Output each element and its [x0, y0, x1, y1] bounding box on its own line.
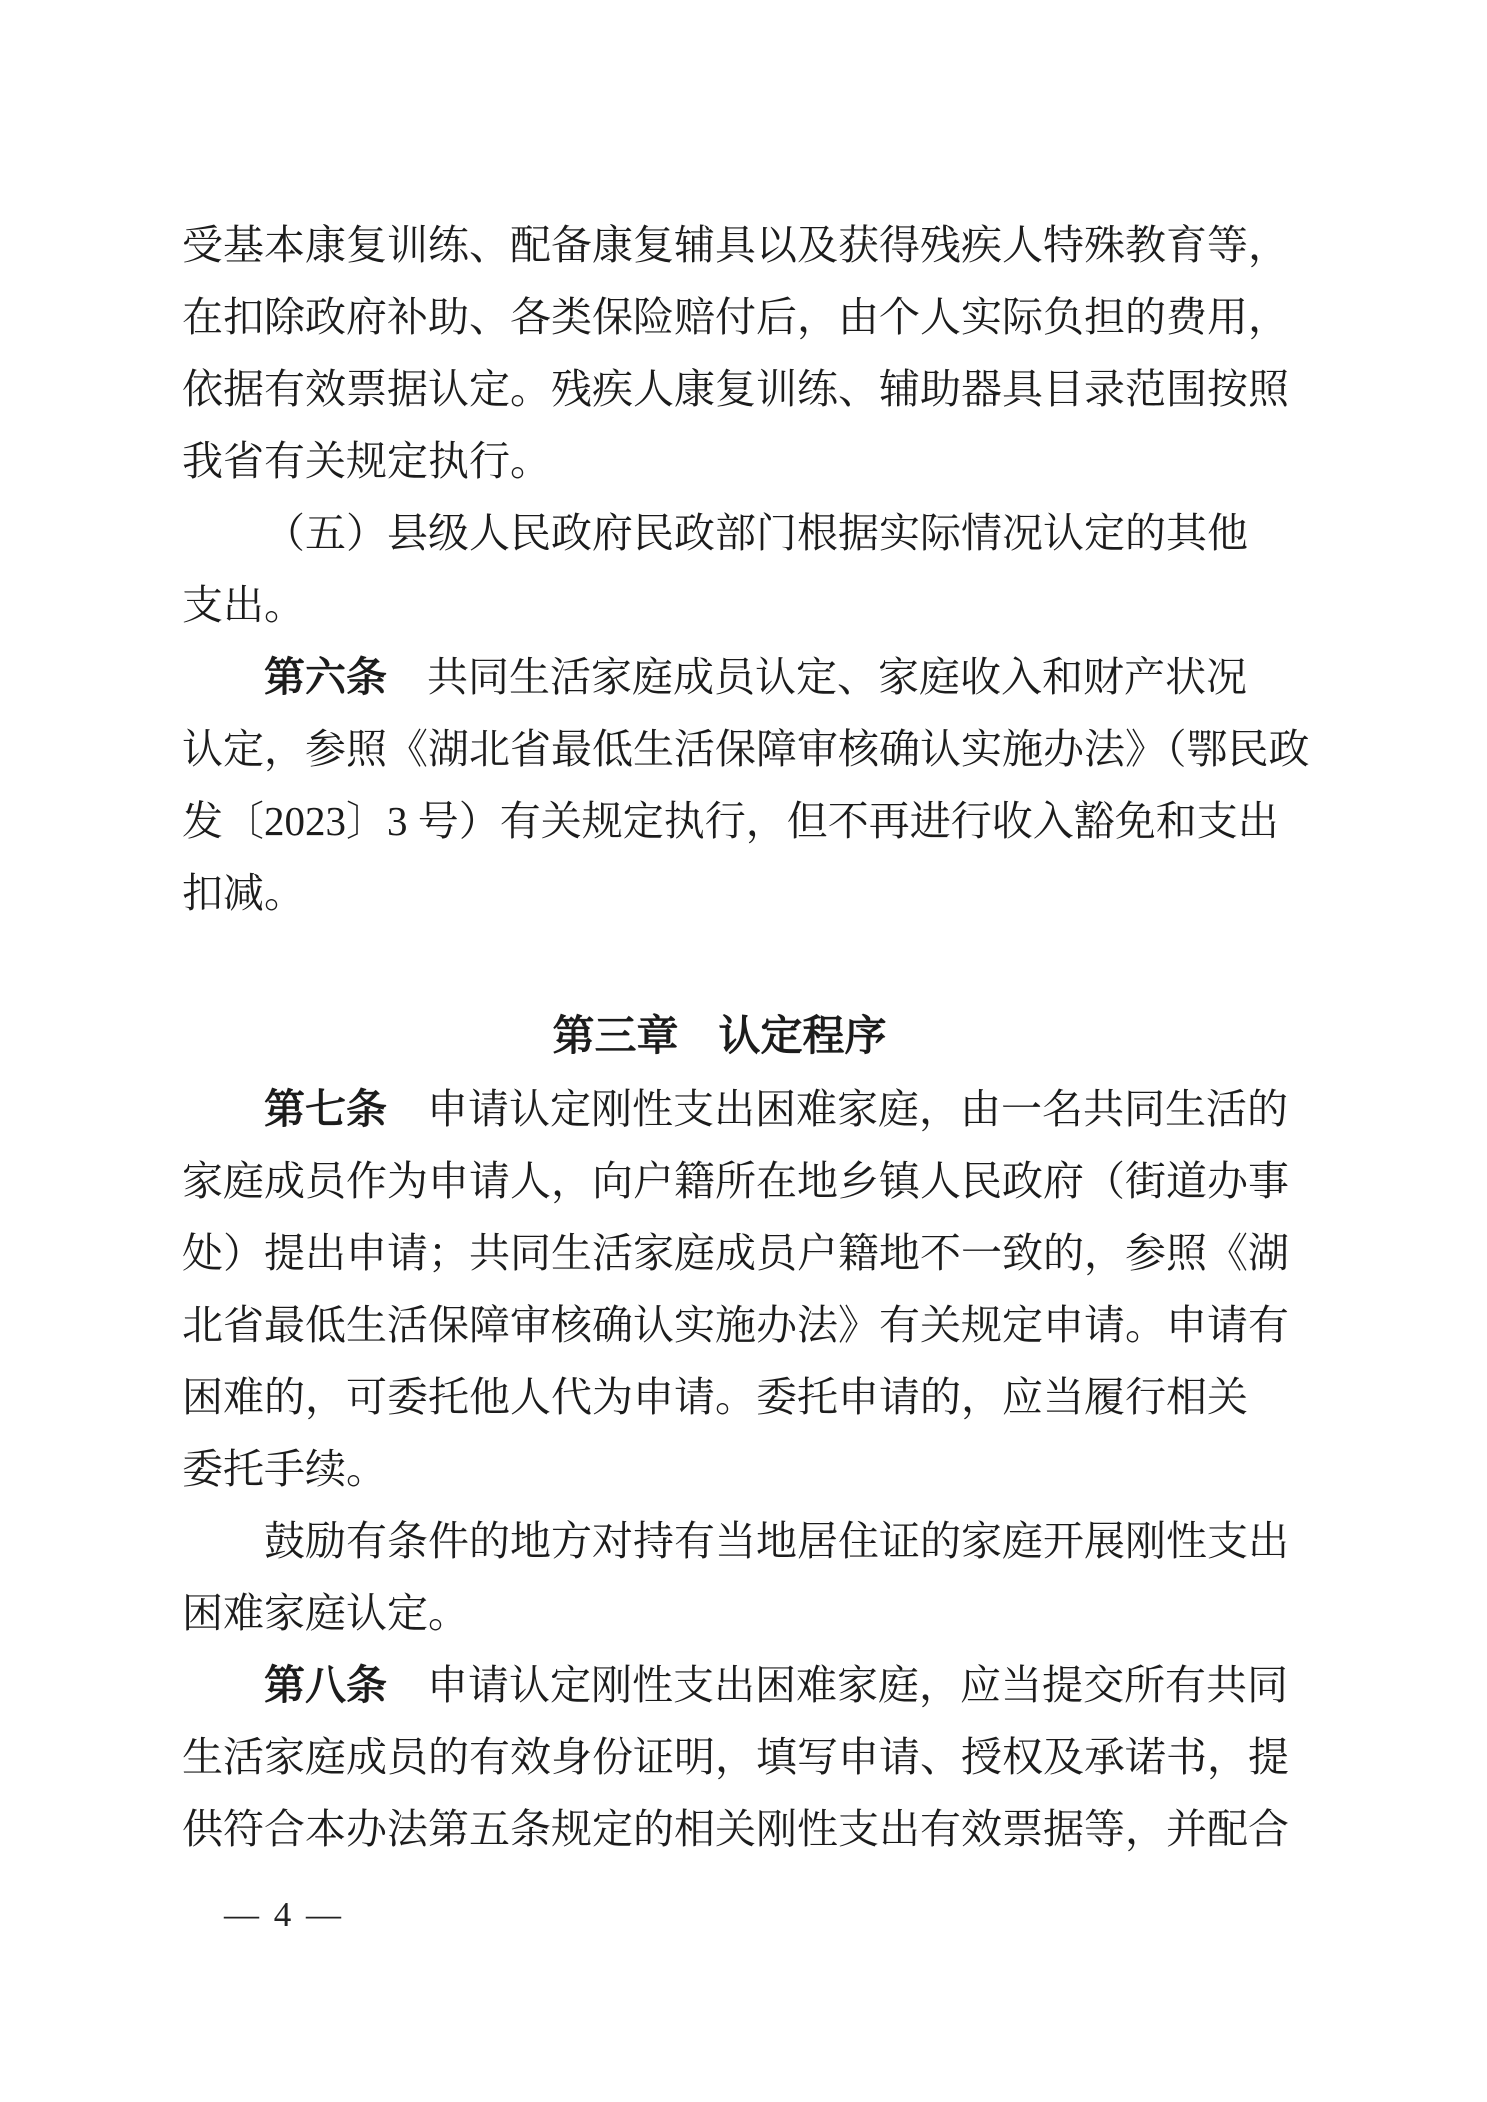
page-number-footer: — 4 — — [224, 1895, 344, 1934]
paragraph-spacer — [182, 929, 1257, 1001]
text-run: 受基本康复训练、配备康复辅具以及获得残疾人特殊教育等， — [182, 222, 1289, 268]
text-run: 扣减。 — [182, 870, 305, 916]
text-line — [182, 713, 1310, 785]
bold-run: 认定程序 — [718, 1014, 887, 1060]
text-run: 供符合本办法第五条规定的相关刚性支出有效票据等，并配合 — [182, 1806, 1289, 1852]
text-run: 依据有效票据认定。残疾人康复训练、辅助器具目录范围按照 — [182, 366, 1289, 412]
text-run: 北省最低生活保障审核确认实施办法》有关规定申请。申请有 — [182, 1302, 1289, 1348]
text-line — [182, 1145, 1289, 1217]
document-body — [182, 209, 1310, 1865]
text-run: 困难家庭认定。 — [182, 1590, 469, 1636]
text-run: 委托手续。 — [182, 1446, 387, 1492]
text-run: 处）提出申请；共同生活家庭成员户籍地不一致的，参照《湖 — [182, 1230, 1289, 1276]
text-line — [182, 1289, 1289, 1361]
text-run: 生活家庭成员的有效身份证明，填写申请、授权及承诺书，提 — [182, 1734, 1289, 1780]
text-run: 鼓励有条件的地方对持有当地居住证的家庭开展刚性支出 — [264, 1518, 1289, 1564]
chapter-heading — [182, 1001, 1257, 1073]
text-line — [182, 785, 1279, 857]
text-run: （五）县级人民政府民政部门根据实际情况认定的其他 — [264, 510, 1248, 556]
text-line — [182, 425, 1257, 497]
text-line — [182, 1361, 1257, 1433]
text-line — [182, 1649, 1288, 1721]
text-run: 困难的，可委托他人代为申请。委托申请的，应当履行相关 — [182, 1374, 1248, 1420]
bold-run: 第八条 — [264, 1662, 387, 1708]
text-run: 家庭成员作为申请人，向户籍所在地乡镇人民政府（街道办事 — [182, 1158, 1289, 1204]
bold-run: 第七条 — [264, 1086, 387, 1132]
text-line — [182, 1793, 1289, 1865]
text-line — [182, 1721, 1289, 1793]
text-run: 申请认定刚性支出困难家庭，由一名共同生活的 — [427, 1086, 1288, 1132]
text-line — [182, 569, 1257, 641]
text-run: 支出。 — [182, 582, 305, 628]
text-line — [182, 1505, 1289, 1577]
text-line — [182, 497, 1257, 569]
text-run: 发〔2023〕3 号）有关规定执行，但不再进行收入豁免和支出 — [182, 798, 1279, 844]
bold-run: 第三章 — [552, 1014, 679, 1060]
text-run: 我省有关规定执行。 — [182, 438, 551, 484]
text-line — [182, 857, 1257, 929]
text-run: 认定，参照《湖北省最低生活保障审核确认实施办法》（鄂民政 — [182, 726, 1310, 772]
text-run: 在扣除政府补助、各类保险赔付后，由个人实际负担的费用， — [182, 294, 1289, 340]
text-line — [182, 209, 1289, 281]
text-line — [182, 281, 1289, 353]
bold-run: 第六条 — [264, 654, 387, 700]
text-line — [182, 353, 1289, 425]
text-line — [182, 641, 1257, 713]
text-line — [182, 1217, 1289, 1289]
text-run: 共同生活家庭成员认定、家庭收入和财产状况 — [427, 654, 1247, 700]
text-line — [182, 1433, 1257, 1505]
text-line — [182, 1577, 1257, 1649]
text-run: 申请认定刚性支出困难家庭，应当提交所有共同 — [427, 1662, 1288, 1708]
text-line — [182, 1073, 1288, 1145]
